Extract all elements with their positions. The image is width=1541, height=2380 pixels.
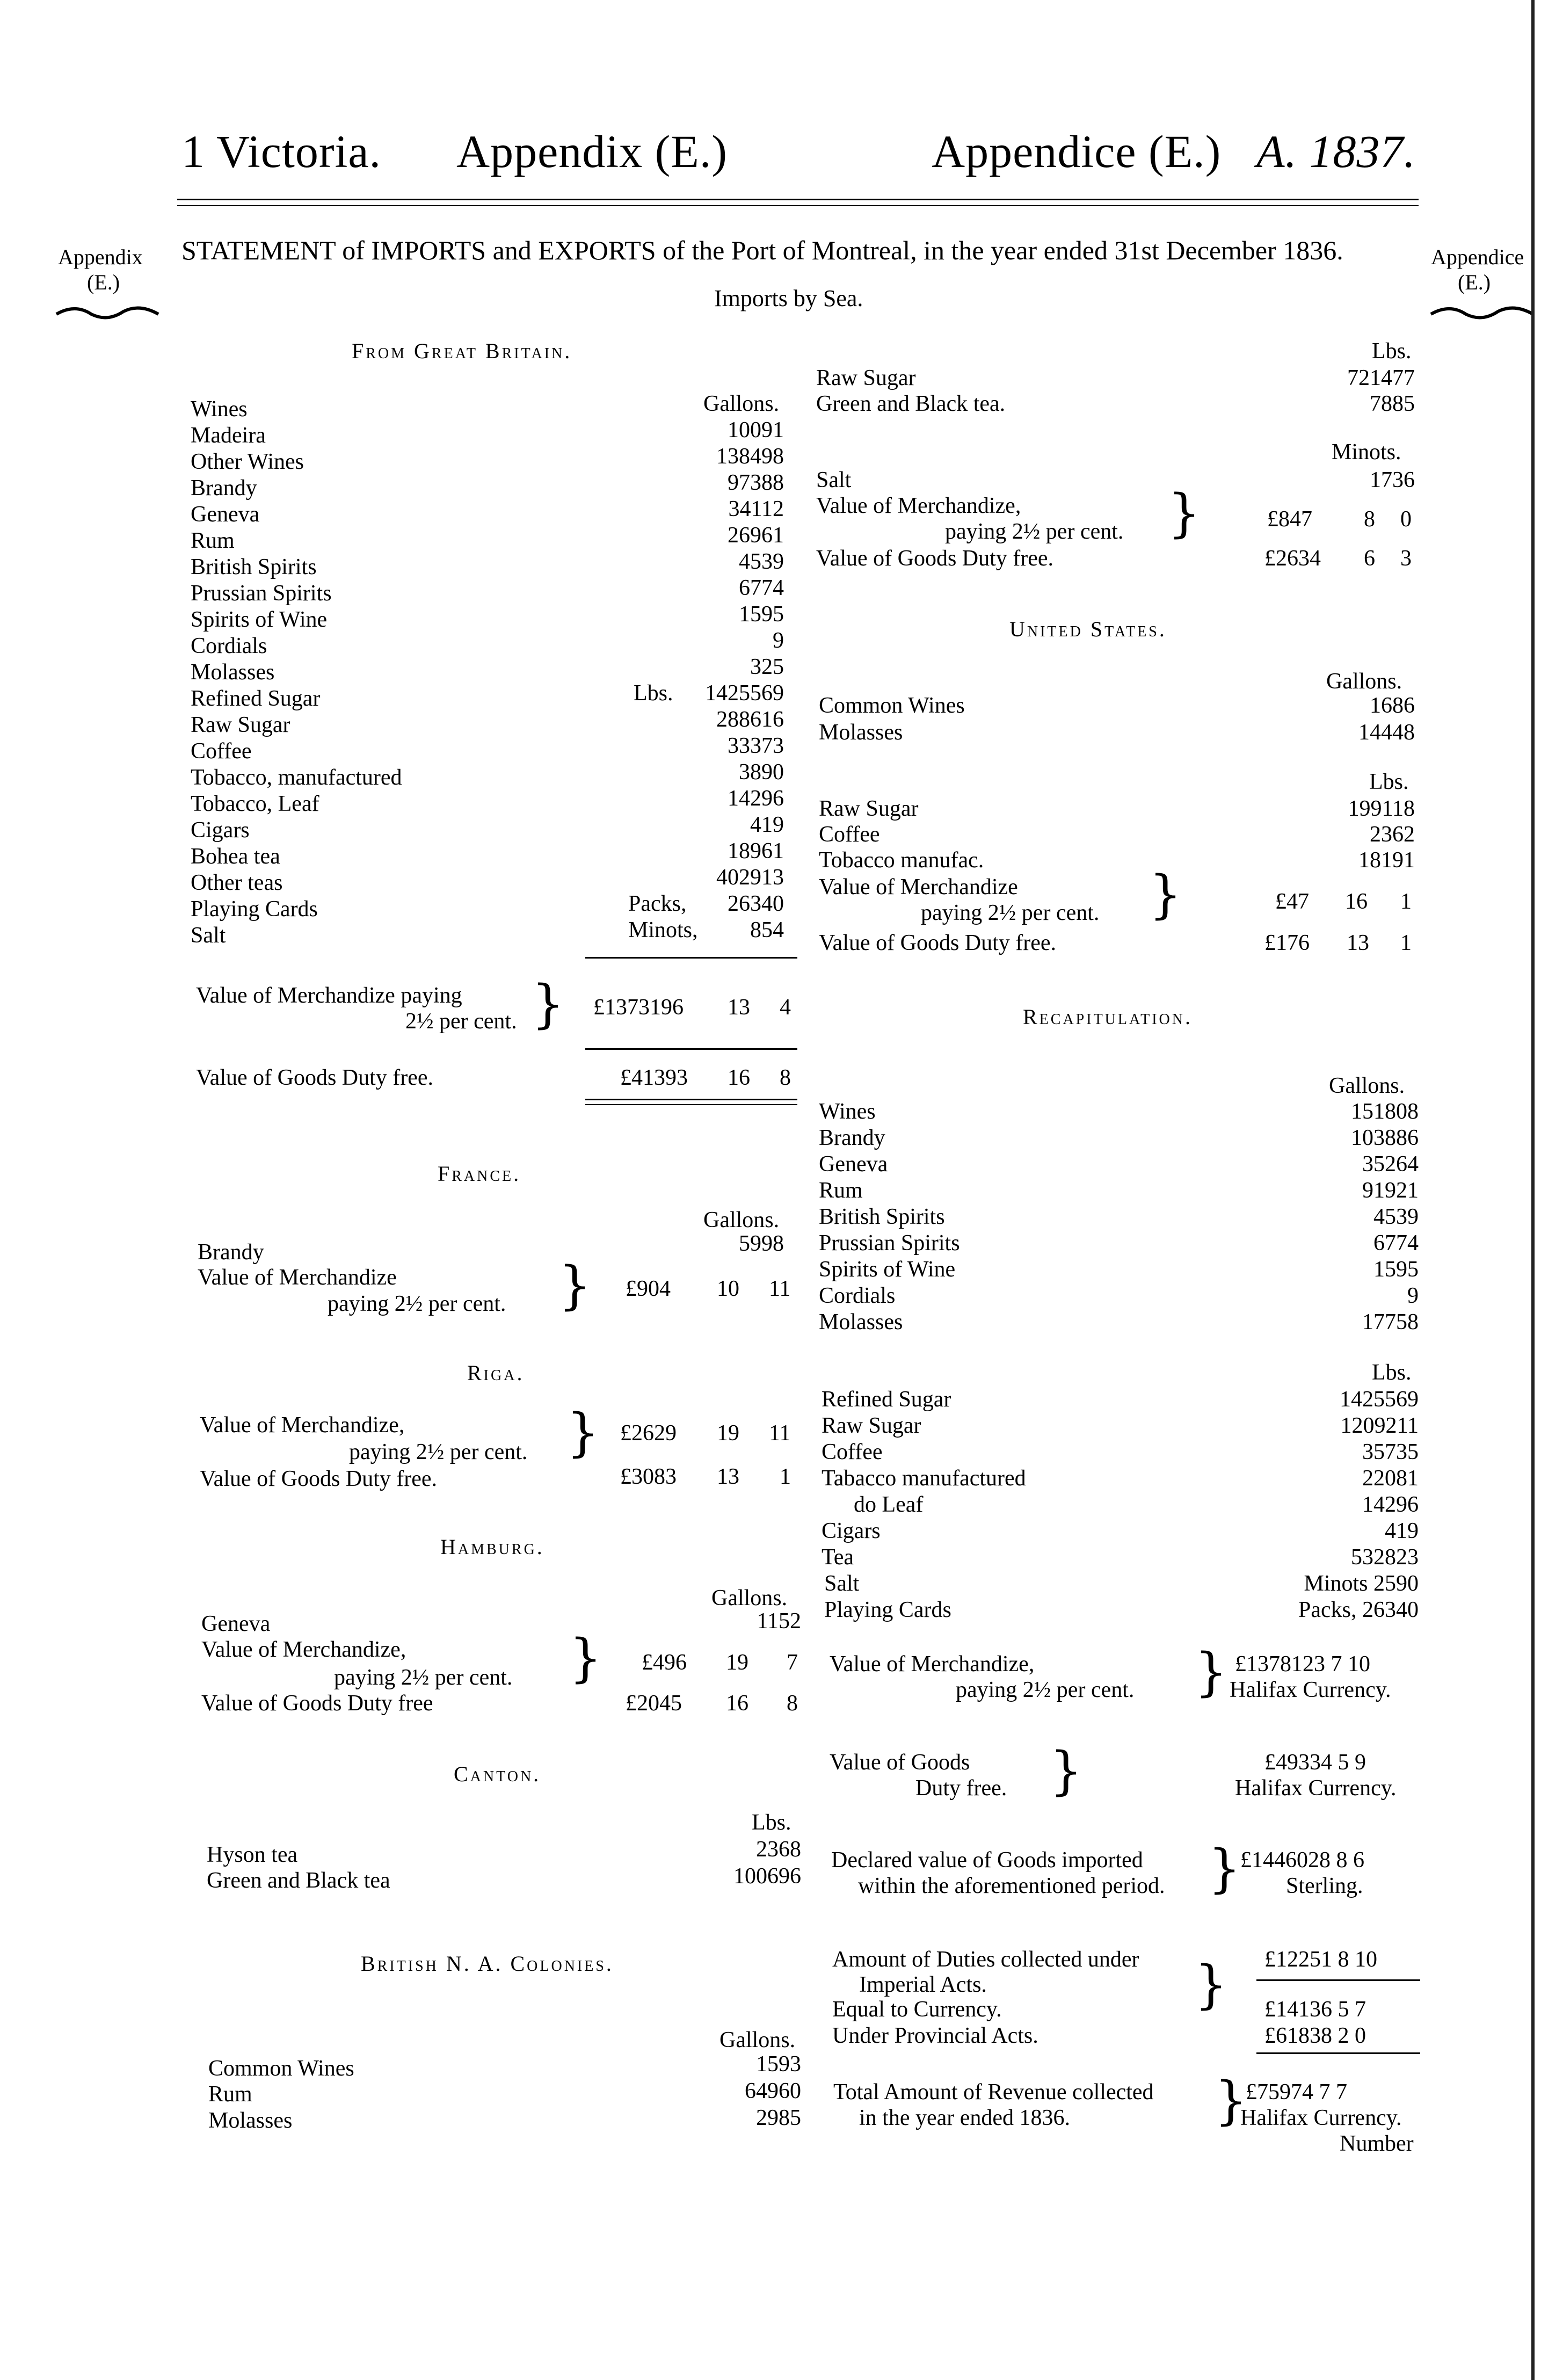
recap-lbs-label: Refined Sugar: [822, 1387, 951, 1412]
recap-goods-label-2: Duty free.: [915, 1776, 1007, 1801]
france-unit-gallons: Gallons.: [703, 1208, 780, 1232]
us-free-label: Value of Goods Duty free.: [819, 931, 1057, 955]
recap-lbs-value: 419: [1385, 1519, 1419, 1543]
recap-declared-label-2: within the aforementioned period.: [858, 1874, 1165, 1898]
recap-lbs-label: Raw Sugar: [822, 1413, 921, 1438]
gbc-unit-minots: Minots.: [1332, 440, 1401, 465]
gb-label: Wines: [191, 397, 248, 422]
recap-total-value: £75974 7 7: [1246, 2080, 1347, 2105]
us-wines-value: 1686: [1370, 693, 1415, 718]
recap-gal-value: 103886: [1351, 1126, 1419, 1150]
recap-total-currency: Halifax Currency.: [1240, 2106, 1402, 2130]
gb-free-label: Value of Goods Duty free.: [196, 1065, 434, 1090]
bna-value: 2985: [756, 2106, 801, 2130]
gbc-raw-sugar-label: Raw Sugar: [816, 366, 916, 390]
gb-label: Salt: [191, 923, 226, 948]
gb-merch-brace: }: [532, 974, 565, 1034]
recap-lbs-value: 1209211: [1340, 1413, 1419, 1438]
canton-value: 100696: [733, 1864, 801, 1889]
gb-value: 4539: [739, 549, 784, 574]
gbc-unit-lbs: Lbs.: [1372, 339, 1412, 364]
gb-merch-pounds: £1373196: [593, 995, 684, 1020]
section-heading-bna: British N. A. Colonies.: [361, 1951, 614, 1976]
hamburg-free-pence: 8: [787, 1691, 798, 1716]
hamburg-merch-pounds: £496: [642, 1650, 687, 1675]
recap-gal-label: Cordials: [819, 1283, 896, 1308]
gbc-free-pounds: £2634: [1264, 546, 1321, 571]
gb-unit-gallons: Gallons.: [703, 391, 780, 416]
gb-merch-pence: 4: [780, 995, 791, 1020]
gb-label: Molasses: [191, 660, 275, 685]
us-unit-gallons: Gallons.: [1326, 669, 1402, 694]
gb-label: Geneva: [191, 502, 260, 527]
gbc-merch-shillings: 8: [1364, 507, 1375, 532]
gb-value: 26340: [728, 891, 784, 916]
recap-gal-label: Geneva: [819, 1152, 888, 1177]
gb-free-pounds: £41393: [620, 1065, 688, 1090]
recap-gal-value: 4539: [1373, 1204, 1419, 1229]
gb-label: Prussian Spirits: [191, 581, 332, 606]
recap-gal-value: 9: [1407, 1283, 1419, 1308]
recap-gal-label: Prussian Spirits: [819, 1231, 960, 1256]
recap-gal-value: 1595: [1373, 1257, 1419, 1282]
gb-value: 1425569: [705, 681, 784, 706]
gb-value: 288616: [716, 707, 784, 732]
riga-free-pence: 1: [780, 1464, 791, 1489]
recap-unit-lbs: Lbs.: [1372, 1360, 1412, 1385]
gb-free-pence: 8: [780, 1065, 791, 1090]
recap-unit-gallons: Gallons.: [1329, 1073, 1405, 1098]
gb-rule: [585, 1099, 797, 1100]
gb-merch-label-1: Value of Merchandize paying: [196, 983, 462, 1008]
recap-prov-rule: [1256, 2052, 1420, 2054]
gb-label: Bohea tea: [191, 844, 280, 869]
gbc-free-pence: 3: [1400, 546, 1412, 571]
riga-merch-brace: }: [566, 1403, 600, 1463]
gb-value: 9: [773, 628, 784, 653]
recap-lbs-label: Coffee: [822, 1440, 883, 1464]
margin-note-right: Appendice: [1431, 245, 1524, 269]
gb-label: Other teas: [191, 870, 283, 895]
recap-goods-brace: }: [1050, 1741, 1083, 1801]
us-label: Raw Sugar: [819, 796, 919, 821]
gbc-tea-label: Green and Black tea.: [816, 391, 1006, 416]
recap-goods-currency: Halifax Currency.: [1235, 1776, 1397, 1801]
recap-goods-label-1: Value of Goods: [830, 1750, 970, 1775]
us-merch-pounds: £47: [1275, 889, 1309, 914]
gb-rule: [585, 1048, 797, 1050]
gb-free-shillings: 16: [728, 1065, 750, 1090]
gb-merch-shillings: 13: [728, 995, 750, 1020]
us-value: 199118: [1348, 796, 1415, 821]
hamburg-free-pounds: £2045: [626, 1691, 682, 1716]
gbc-free-label: Value of Goods Duty free.: [816, 546, 1054, 571]
recap-gal-label: Brandy: [819, 1126, 885, 1150]
recap-lbs-value: 22081: [1362, 1466, 1419, 1491]
recap-prov-label: Under Provincial Acts.: [832, 2023, 1038, 2048]
recap-total-label-1: Total Amount of Revenue collected: [833, 2080, 1154, 2105]
hamburg-geneva-label: Geneva: [201, 1612, 271, 1636]
gb-value: 854: [750, 918, 784, 942]
gbc-salt-value: 1736: [1370, 468, 1415, 492]
hamburg-merch-label-2: paying 2½ per cent.: [334, 1665, 513, 1690]
gb-value: 34112: [728, 497, 784, 521]
recap-salt-label: Salt: [824, 1571, 860, 1596]
us-unit-lbs: Lbs.: [1369, 770, 1409, 794]
hamburg-merch-shillings: 19: [726, 1650, 748, 1675]
gb-label: Spirits of Wine: [191, 607, 328, 632]
hamburg-free-label: Value of Goods Duty free: [201, 1691, 433, 1716]
gb-label: Raw Sugar: [191, 713, 290, 737]
bna-label: Common Wines: [208, 2056, 354, 2081]
recap-duties-label-1: Amount of Duties collected under: [832, 1947, 1139, 1972]
gb-value: 6774: [739, 576, 784, 600]
gb-label: British Spirits: [191, 555, 317, 579]
header-rule-top: [177, 199, 1419, 200]
recap-gal-value: 91921: [1362, 1178, 1419, 1203]
france-merch-pence: 11: [769, 1276, 791, 1301]
france-brandy-value: 5998: [739, 1231, 784, 1256]
gb-label: Rum: [191, 528, 235, 553]
france-brandy-label: Brandy: [198, 1240, 264, 1265]
section-heading-recapitulation: Recapitulation.: [1023, 1005, 1193, 1029]
us-molasses-value: 14448: [1358, 720, 1415, 745]
us-wines-label: Common Wines: [819, 693, 965, 718]
header-year: A. 1837.: [1256, 126, 1416, 177]
france-merch-label-1: Value of Merchandize: [198, 1265, 397, 1290]
section-heading-france: France.: [438, 1162, 521, 1186]
section-heading-riga: Riga.: [467, 1361, 525, 1385]
recap-declared-label-1: Declared value of Goods imported: [831, 1848, 1143, 1873]
hamburg-unit-gallons: Gallons.: [711, 1586, 788, 1610]
gbc-merch-brace: }: [1168, 483, 1201, 543]
gb-value: 97388: [728, 470, 784, 495]
gb-value: 419: [750, 812, 784, 837]
bna-value: 1593: [756, 2052, 801, 2077]
recap-declared-value: £1446028 8 6: [1240, 1848, 1364, 1873]
canton-label: Green and Black tea: [207, 1868, 390, 1893]
page-edge: [1531, 0, 1535, 2380]
us-free-pence: 1: [1400, 931, 1412, 955]
gb-label: Cordials: [191, 634, 267, 658]
recap-total-brace: }: [1215, 2071, 1248, 2131]
statement-title: STATEMENT of IMPORTS and EXPORTS of the Port of Montreal, in the year ended 31st December 1836.: [181, 235, 1343, 265]
gb-rule: [585, 1104, 797, 1105]
recap-equal-value: £14136 5 7: [1264, 1997, 1366, 2022]
gb-value: 14296: [728, 786, 784, 811]
us-merch-pence: 1: [1400, 889, 1412, 914]
recap-gal-label: Rum: [819, 1178, 863, 1203]
margin-note-left: Appendix: [58, 245, 143, 269]
gbc-raw-sugar-value: 721477: [1347, 366, 1415, 390]
recap-lbs-value: 14296: [1362, 1492, 1419, 1517]
gb-label: Madeira: [191, 423, 266, 448]
recap-declared-brace: }: [1208, 1839, 1241, 1899]
gbc-salt-label: Salt: [816, 468, 852, 492]
gbc-merch-label-1: Value of Merchandize,: [816, 494, 1021, 518]
recap-lbs-value: 1425569: [1340, 1387, 1419, 1412]
recap-merch-brace: }: [1195, 1642, 1228, 1702]
us-merch-label-1: Value of Merchandize: [819, 875, 1018, 899]
recap-gal-label: Molasses: [819, 1310, 903, 1334]
gb-value: 325: [750, 655, 784, 679]
hamburg-merch-brace: }: [569, 1628, 602, 1688]
recap-duties-label-2: Imperial Acts.: [859, 1972, 987, 1997]
gb-unit: Minots,: [628, 918, 698, 942]
recap-lbs-label: do Leaf: [854, 1492, 924, 1517]
recap-goods-value: £49334 5 9: [1264, 1750, 1366, 1775]
recap-declared-currency: Sterling.: [1286, 1874, 1363, 1898]
recap-gal-value: 6774: [1373, 1231, 1419, 1256]
us-label: Tobacco manufac.: [819, 848, 984, 873]
recap-gal-label: Spirits of Wine: [819, 1257, 956, 1282]
riga-merch-shillings: 19: [717, 1421, 739, 1446]
hamburg-merch-label-1: Value of Merchandize,: [201, 1637, 406, 1662]
recap-lbs-label: Tabacco manufactured: [822, 1466, 1026, 1491]
hamburg-geneva-value: 1152: [757, 1609, 801, 1634]
header-appendix-en: Appendix (E.): [456, 126, 728, 177]
gb-value: 138498: [716, 444, 784, 469]
gb-unit: Lbs.: [634, 681, 673, 706]
hamburg-merch-pence: 7: [787, 1650, 798, 1675]
riga-free-pounds: £3083: [620, 1464, 677, 1489]
recap-gal-value: 35264: [1362, 1152, 1419, 1177]
france-merch-brace: }: [558, 1256, 592, 1316]
gb-label: Refined Sugar: [191, 686, 321, 711]
riga-merch-label-1: Value of Merchandize,: [200, 1413, 405, 1438]
gb-label: Cigars: [191, 818, 250, 843]
margin-ornament-right: [1428, 301, 1536, 322]
section-heading-canton: Canton.: [454, 1762, 541, 1786]
gb-value: 402913: [716, 865, 784, 890]
gbc-free-shillings: 6: [1364, 546, 1375, 571]
gb-merch-label-2: 2½ per cent.: [405, 1009, 517, 1034]
section-heading-hamburg: Hamburg.: [440, 1535, 544, 1559]
canton-value: 2368: [756, 1837, 801, 1862]
recap-merch-value: £1378123 7 10: [1235, 1652, 1370, 1677]
canton-label: Hyson tea: [207, 1842, 298, 1867]
us-merch-label-2: paying 2½ per cent.: [921, 901, 1100, 925]
recap-cards-label: Playing Cards: [824, 1598, 951, 1622]
us-free-shillings: 13: [1347, 931, 1369, 955]
riga-free-shillings: 13: [717, 1464, 739, 1489]
section-heading-united-states: United States.: [1009, 617, 1167, 641]
gbc-merch-pounds: £847: [1267, 507, 1312, 532]
riga-merch-pounds: £2629: [620, 1421, 677, 1446]
recap-salt-value: Minots 2590: [1304, 1571, 1419, 1596]
us-merch-shillings: 16: [1345, 889, 1368, 914]
gb-label: Tobacco, Leaf: [191, 792, 319, 816]
section-heading-great-britain: From Great Britain.: [352, 339, 572, 363]
recap-merch-label-2: paying 2½ per cent.: [956, 1678, 1135, 1702]
recap-lbs-label: Cigars: [822, 1519, 881, 1543]
bna-unit-gallons: Gallons.: [719, 2028, 796, 2052]
recap-lbs-label: Tea: [822, 1545, 854, 1570]
header-rule-bottom: [177, 205, 1419, 206]
us-value: 2362: [1370, 822, 1415, 847]
recap-gal-label: Wines: [819, 1099, 876, 1124]
bna-label: Rum: [208, 2082, 252, 2107]
header-regnal-year: 1 Victoria.: [181, 126, 382, 177]
france-merch-pounds: £904: [626, 1276, 671, 1301]
riga-merch-pence: 11: [769, 1421, 791, 1446]
recap-merch-label-1: Value of Merchandize,: [830, 1652, 1035, 1677]
us-molasses-label: Molasses: [819, 720, 903, 745]
us-merch-brace: }: [1149, 865, 1182, 925]
gb-unit: Packs,: [628, 891, 687, 916]
gb-value: 1595: [739, 602, 784, 627]
recap-lbs-value: 35735: [1362, 1440, 1419, 1464]
recap-total-label-2: in the year ended 1836.: [859, 2106, 1071, 2130]
gb-label: Tobacco, manufactured: [191, 765, 402, 790]
us-label: Coffee: [819, 822, 880, 847]
gbc-merch-pence: 0: [1400, 507, 1412, 532]
recap-equal-label: Equal to Currency.: [832, 1997, 1002, 2022]
gb-label: Playing Cards: [191, 897, 318, 921]
gb-label: Coffee: [191, 739, 252, 764]
gb-value: 18961: [728, 839, 784, 864]
header-appendix-fr: Appendice (E.): [932, 126, 1222, 177]
recap-cards-value: Packs, 26340: [1298, 1598, 1419, 1622]
gb-value: 33373: [728, 734, 784, 758]
gbc-merch-label-2: paying 2½ per cent.: [945, 519, 1124, 544]
us-free-pounds: £176: [1264, 931, 1310, 955]
margin-ornament-left: [54, 301, 161, 322]
recap-prov-value: £61838 2 0: [1264, 2023, 1366, 2048]
recap-gal-value: 17758: [1362, 1310, 1419, 1334]
recap-duties-rule: [1256, 1979, 1420, 1981]
recap-duties-value: £12251 8 10: [1264, 1947, 1377, 1972]
riga-free-label: Value of Goods Duty free.: [200, 1467, 438, 1491]
gb-label: Other Wines: [191, 449, 304, 474]
recap-merch-currency: Halifax Currency.: [1230, 1678, 1391, 1702]
hamburg-free-shillings: 16: [726, 1691, 748, 1716]
gb-label: Brandy: [191, 476, 257, 500]
recap-gal-label: British Spirits: [819, 1204, 945, 1229]
gb-value: 3890: [739, 760, 784, 785]
bna-value: 64960: [745, 2079, 801, 2103]
riga-merch-label-2: paying 2½ per cent.: [349, 1440, 528, 1464]
gb-value: 26961: [728, 523, 784, 548]
recap-equal-brace: }: [1195, 1955, 1228, 2015]
margin-note-left-sub: (E.): [87, 270, 120, 294]
statement-subtitle: Imports by Sea.: [714, 285, 863, 311]
margin-note-right-sub: (E.): [1458, 270, 1491, 294]
gb-rule: [585, 957, 797, 959]
gbc-tea-value: 7885: [1370, 391, 1415, 416]
us-value: 18191: [1358, 848, 1415, 873]
bna-label: Molasses: [208, 2108, 293, 2133]
france-merch-shillings: 10: [717, 1276, 739, 1301]
recap-gal-value: 151808: [1351, 1099, 1419, 1124]
gb-value: 10091: [728, 418, 784, 442]
canton-unit-lbs: Lbs.: [752, 1810, 791, 1835]
catchword: Number: [1340, 2131, 1414, 2156]
france-merch-label-2: paying 2½ per cent.: [328, 1291, 506, 1316]
recap-lbs-value: 532823: [1351, 1545, 1419, 1570]
